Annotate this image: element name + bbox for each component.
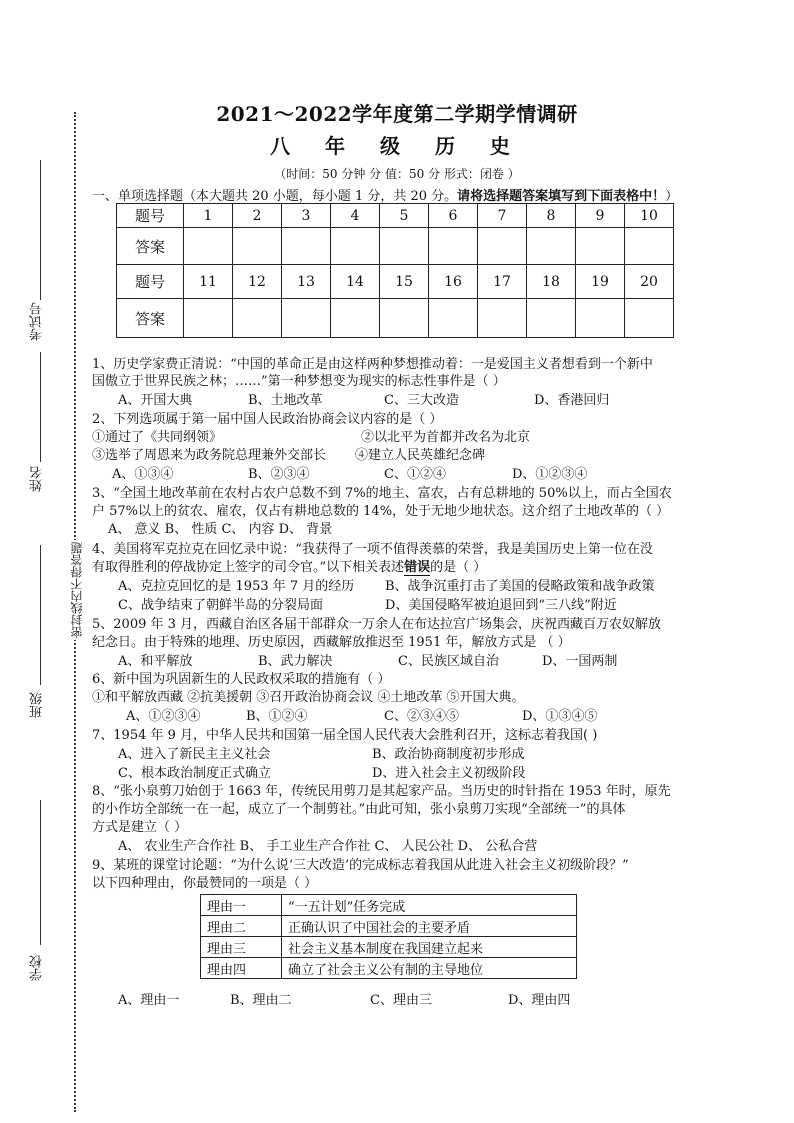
q7-option-d: D、进入社会主义初级阶段 — [372, 766, 526, 781]
answer-cell[interactable] — [625, 228, 674, 265]
school-line — [40, 800, 41, 945]
q9-stem-line1: 9、某班的课堂讨论题：“为什么说‘三大改造’的完成标志着我国从此进入社会主义初级阶段？” — [92, 858, 629, 873]
q6-stem: 6、新中国为巩固新生的人民政权采取的措施有（ ） — [92, 672, 391, 687]
q6-option-a: A、①②③④ — [126, 709, 201, 724]
q7-option-a: A、进入了新民主主义社会 — [118, 747, 271, 762]
question-number: 8 — [527, 204, 576, 228]
q6-items: ①和平解放西藏 ②抗美援朝 ③召开政治协商会议 ④土地改革 ⑤开国大典。 — [92, 690, 525, 705]
answer-cell[interactable] — [429, 299, 478, 338]
question-number: 7 — [478, 204, 527, 228]
q9-option-d: D、理由四 — [508, 993, 571, 1008]
table-row — [201, 895, 577, 916]
question-number: 12 — [233, 265, 282, 299]
q9-option-c: C、理由三 — [370, 993, 432, 1008]
table-row — [201, 916, 577, 937]
q2-item-4: ④建立人民英雄纪念碑 — [355, 448, 486, 463]
question-number: 6 — [429, 204, 478, 228]
question-number: 5 — [380, 204, 429, 228]
reason-text: 社会主义基本制度在我国建立起来 — [282, 937, 577, 958]
answer-cell[interactable] — [331, 299, 380, 338]
q9-stem-line2: 以下四种理由，你最赞同的一项是（ ） — [92, 876, 318, 891]
q1-option-b: B、土地改革 — [248, 393, 323, 408]
answer-cell[interactable] — [184, 228, 233, 265]
seal-warning: 密封线内不得答题 — [70, 542, 84, 638]
school-label: 学校 — [30, 955, 45, 981]
exam-meta: （时间：50 分钟 分 值：50 分 形式：闭卷 ） — [274, 167, 520, 181]
question-number: 11 — [184, 265, 233, 299]
q8-options: A、 农业生产合作社 B、 手工业生产合作社 C、 人民公社 D、 公私合营 — [118, 839, 538, 854]
q4-option-a: A、克拉克回忆的是 1953 年 7 月的经历 — [118, 579, 355, 594]
q9-option-a: A、理由一 — [118, 993, 180, 1008]
reason-text: “一五计划”任务完成 — [282, 895, 577, 916]
q8-stem-line3: 方式是建立（ ） — [92, 820, 188, 835]
reason-text: 确立了社会主义公有制的主导地位 — [282, 958, 577, 979]
answer-cell[interactable] — [380, 299, 429, 338]
q7-stem: 7、1954 年 9 月，中华人民共和国第一届全国人民代表大会胜利召开，这标志着我国( ) — [92, 728, 598, 743]
table-header-cell: 答案 — [117, 299, 184, 338]
section1-instructions: 一、单项选择题（本大题共 20 小题，每小题 1 分，共 20 分。请将选择题答案填写到下面表格中！） — [92, 189, 679, 204]
question-number: 10 — [625, 204, 674, 228]
name-label: 姓名 — [30, 466, 45, 492]
table-header-cell: 答案 — [117, 228, 184, 265]
q7-option-c: C、根本政治制度正式确立 — [118, 766, 271, 781]
question-number: 17 — [478, 265, 527, 299]
question-number: 1 — [184, 204, 233, 228]
q6-option-c: C、②③④⑤ — [384, 709, 459, 724]
q5-stem-line1: 5、2009 年 3 月，西藏自治区各届干部群众一万余人在布达拉宫广场集会，庆祝西藏百万农奴解放 — [92, 617, 662, 632]
q1-option-c: C、三大改造 — [384, 393, 459, 408]
question-number: 4 — [331, 204, 380, 228]
table-row — [117, 228, 674, 265]
question-number: 19 — [576, 265, 625, 299]
class-label: 班级 — [30, 692, 45, 718]
q6-option-b: B、①②④ — [246, 709, 308, 724]
q1-option-d: D、香港回归 — [534, 393, 610, 408]
answer-cell[interactable] — [527, 299, 576, 338]
exam-title: 2021～2022学年度第二学期学情调研 — [216, 102, 578, 126]
q4-option-d: D、美国侵略军被迫退回到“三八线”附近 — [385, 598, 617, 613]
answer-cell[interactable] — [429, 228, 478, 265]
q5-stem-line2: 纪念日。由于特殊的地理、历史原因，西藏解放推迟至 1951 年，解放方式是 （ ） — [92, 635, 571, 650]
table-row — [117, 204, 674, 228]
q9-reasons-table — [200, 894, 577, 979]
q5-option-a: A、和平解放 — [118, 654, 193, 669]
q8-stem-line2: 的小作坊全部统一在一起，成立了一个制剪社。”由此可知，张小泉剪刀实现“全部统一”的具体 — [92, 802, 626, 817]
q2-item-3: ③选举了周恩来为政务院总理兼外交部长 — [92, 448, 327, 463]
table-row — [117, 265, 674, 299]
q5-option-d: D、一国两制 — [542, 654, 618, 669]
question-number: 2 — [233, 204, 282, 228]
q4-stem-line1: 4、美国将军克拉克在回忆录中说：“我获得了一项不值得羡慕的荣誉，我是美国历史上第一位在没 — [92, 542, 653, 557]
reason-label: 理由四 — [201, 958, 282, 979]
q2-option-c: C、①②④ — [384, 467, 446, 482]
q6-option-d: D、①③④⑤ — [522, 709, 598, 724]
q3-stem-line1: 3、“全国土地改革前在农村占农户总数不到 7%的地主、富农，占有总耕地的 50%以上，而占全国农 — [92, 486, 672, 501]
answer-cell[interactable] — [576, 228, 625, 265]
q1-stem-line1: 1、历史学家费正清说：“中国的革命正是由这样两种梦想推动着：一是爱国主义者想看到一个新中 — [92, 357, 653, 372]
table-row — [201, 958, 577, 979]
answer-cell[interactable] — [233, 228, 282, 265]
question-number: 3 — [282, 204, 331, 228]
table-row — [117, 299, 674, 338]
q5-option-c: C、民族区域自治 — [398, 654, 499, 669]
answer-cell[interactable] — [576, 299, 625, 338]
q4-option-b: B、战争沉重打击了美国的侵略政策和战争政策 — [385, 579, 655, 594]
reason-label: 理由三 — [201, 937, 282, 958]
answer-cell[interactable] — [233, 299, 282, 338]
q4-option-c: C、战争结束了朝鲜半岛的分裂局面 — [118, 598, 323, 613]
q2-stem: 2、下列选项属于第一届中国人民政治协商会议内容的是（ ） — [92, 412, 443, 427]
question-number: 13 — [282, 265, 331, 299]
answer-cell[interactable] — [282, 299, 331, 338]
answer-cell[interactable] — [478, 228, 527, 265]
q2-option-b: B、②③④ — [248, 467, 310, 482]
question-number: 9 — [576, 204, 625, 228]
question-number: 16 — [429, 265, 478, 299]
answer-cell[interactable] — [282, 228, 331, 265]
q2-option-a: A、①③④ — [112, 467, 174, 482]
question-number: 14 — [331, 265, 380, 299]
q2-item-1: ①通过了《共同纲领》 — [92, 430, 223, 445]
question-number: 20 — [625, 265, 674, 299]
reason-text: 正确认识了中国社会的主要矛盾 — [282, 916, 577, 937]
question-number: 18 — [527, 265, 576, 299]
q3-stem-line2: 户 57%以上的贫农、雇农，仅占有耕地总数的 14%，处于无地少地状态。这介绍了土地改革的（ ） — [92, 504, 670, 519]
class-line — [40, 545, 41, 685]
answer-cell[interactable] — [625, 299, 674, 338]
table-header-cell: 题号 — [117, 265, 184, 299]
answer-cell[interactable] — [478, 299, 527, 338]
question-number: 15 — [380, 265, 429, 299]
reason-label: 理由二 — [201, 916, 282, 937]
table-header-cell: 题号 — [117, 204, 184, 228]
q7-option-b: B、政治协商制度初步形成 — [372, 747, 525, 762]
q5-option-b: B、武力解决 — [258, 654, 333, 669]
name-line — [40, 352, 41, 462]
q2-option-d: D、①②③④ — [512, 467, 588, 482]
answer-cell[interactable] — [184, 299, 233, 338]
table-row — [201, 937, 577, 958]
answer-cell[interactable] — [331, 228, 380, 265]
q3-options: A、 意义 B、 性质 C、 内容 D、 背景 — [108, 522, 333, 537]
q4-stem-line2: 有取得胜利的停战协定上签字的司令官。”以下相关表述错误的是（ ） — [92, 560, 487, 575]
q1-stem-line2: 国傲立于世界民族之林；……”第一种梦想变为现实的标志性事件是（ ） — [92, 374, 506, 389]
q1-option-a: A、开国大典 — [118, 393, 193, 408]
answer-cell[interactable] — [380, 228, 429, 265]
q8-stem-line1: 8、“张小泉剪刀始创于 1663 年，传统民用剪刀是其起家产品。当历史的时针指在 1953 年时，原先 — [92, 784, 671, 799]
exam-no-label: 考试号 — [30, 302, 45, 341]
answer-cell[interactable] — [527, 228, 576, 265]
subject-title: 八 年 级 历 史 — [270, 134, 524, 158]
q2-item-2: ②以北平为首都并改名为北京 — [361, 430, 531, 445]
reason-label: 理由一 — [201, 895, 282, 916]
answer-table — [116, 203, 674, 338]
q9-option-b: B、理由二 — [230, 993, 292, 1008]
